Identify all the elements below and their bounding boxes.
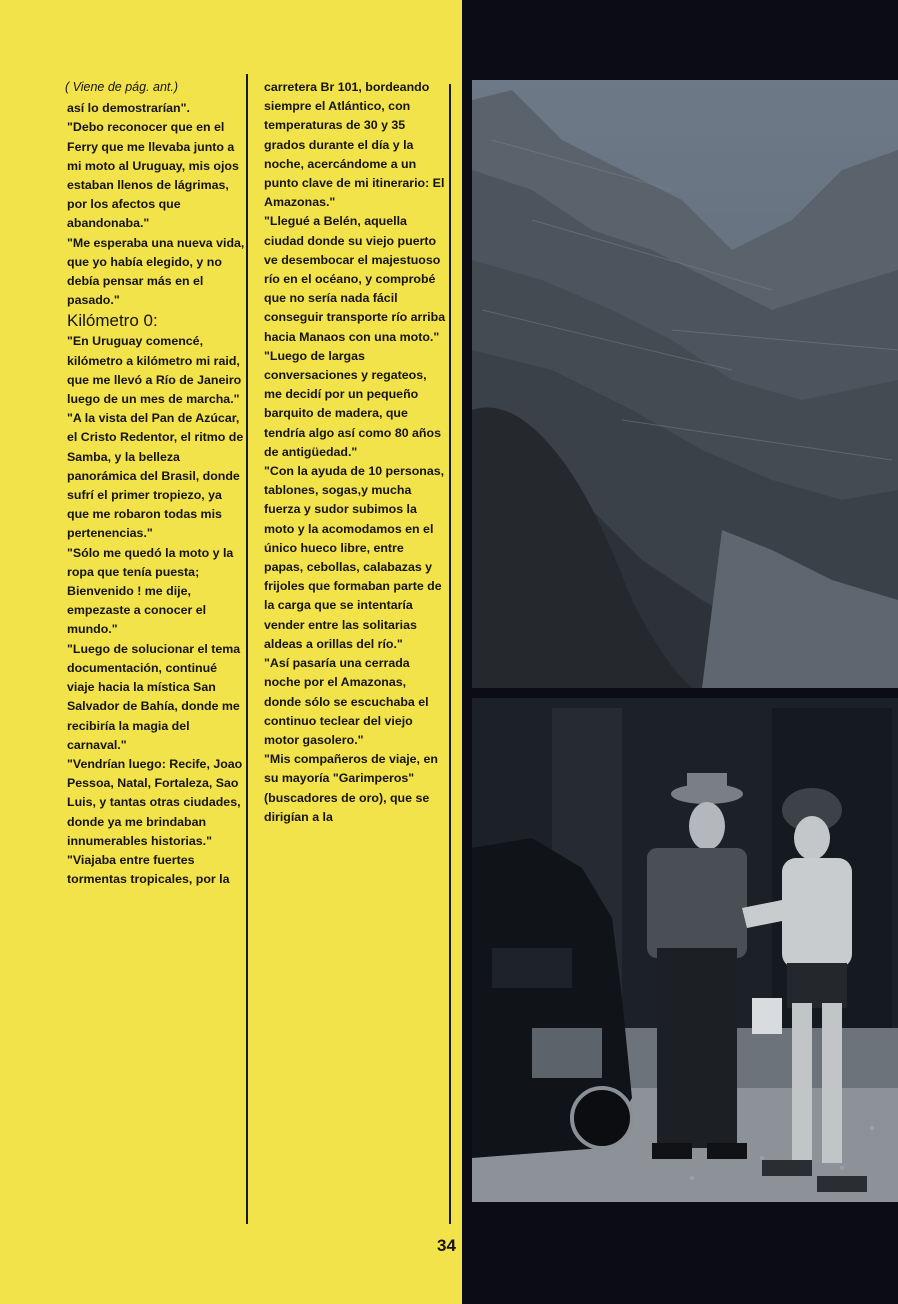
column-divider (246, 74, 248, 1224)
column-divider-right (449, 84, 451, 1224)
paragraph: "Viajaba entre fuertes tormentas tropicales, por la (67, 852, 230, 887)
continuation-note: ( Viene de pág. ant.) (65, 80, 179, 94)
paragraph: "Luego de largas conversaciones y regateos, me decidí por un pequeño barquito de madera, que tendría algo así como 80 años de antigüedad." (264, 348, 441, 459)
paragraph: "Mis compañeros de viaje, en su mayoría "Garimperos" (buscadores de oro), que se dirigían a la (264, 752, 438, 824)
paragraph: "Luego de solucionar el tema documentación, continué viaje hacia la mística San Salvador de Bahía, donde me recibiría la magia del carnaval." (67, 641, 241, 752)
text-column-2 (264, 78, 446, 827)
section-heading: Kilómetro 0: (67, 311, 158, 331)
canyon-photo (472, 80, 898, 688)
page-number: 34 (437, 1236, 456, 1255)
paragraph: carretera Br 101, bordeando siempre el Atlántico, con temperaturas de 30 y 35 grados durante el día y la noche, acercándome a un punto clave de mi itinerario: El Amazonas." (264, 80, 445, 210)
paragraph: "Debo reconocer que en el Ferry que me llevaba junto a mi moto al Uruguay, mis ojos estaban llenos de lágrimas, por los afectos que abandonaba." (67, 120, 239, 231)
paragraph: así lo demostrarían". (67, 101, 190, 116)
paragraph: "Me esperaba una nueva vida, que yo había elegido, y no debía pensar más en el pasado." (67, 235, 245, 308)
handshake-photo (472, 698, 898, 1202)
paragraph: "Con la ayuda de 10 personas, tablones, sogas,y mucha fuerza y sudor subimos la moto y la acomodamos en el único hueco libre, entre papas, cebollas, calabazas y frijoles que formaban parte de la carga que se intentaría vender entre las solitarias aldeas a orillas del río." (264, 464, 445, 651)
text-column-1 (67, 78, 247, 889)
paragraph: "A la vista del Pan de Azúcar, el Cristo Redentor, el ritmo de Samba, y la belleza panorámica del Brasil, donde sufrí el primer tropiezo, ya que me robaron todas mis pertenencias." (67, 411, 244, 541)
paragraph: "Sólo me quedó la moto y la ropa que tenía puesta; Bienvenido ! me dije, empezaste a conocer el mundo." (67, 545, 234, 637)
paragraph: "En Uruguay comencé, kilómetro a kilómetro mi raid, que me llevó a Río de Janeiro luego de un mes de marcha." (67, 334, 242, 407)
paragraph: "Llegué a Belén, aquella ciudad donde su viejo puerto ve desembocar el majestuoso río en el océano, y comprobé que no sería nada fácil conseguir transporte río arriba hacia Manaos con una moto." (264, 214, 446, 344)
paragraph: "Vendrían luego: Recife, Joao Pessoa, Natal, Fortaleza, Sao Luis, y tantas otras ciudades, donde ya me brindaban innumerables historias." (67, 756, 243, 848)
paragraph: "Así pasaría una cerrada noche por el Amazonas, donde sólo se escuchaba el continuo teclear del viejo motor gasolero." (264, 656, 429, 747)
